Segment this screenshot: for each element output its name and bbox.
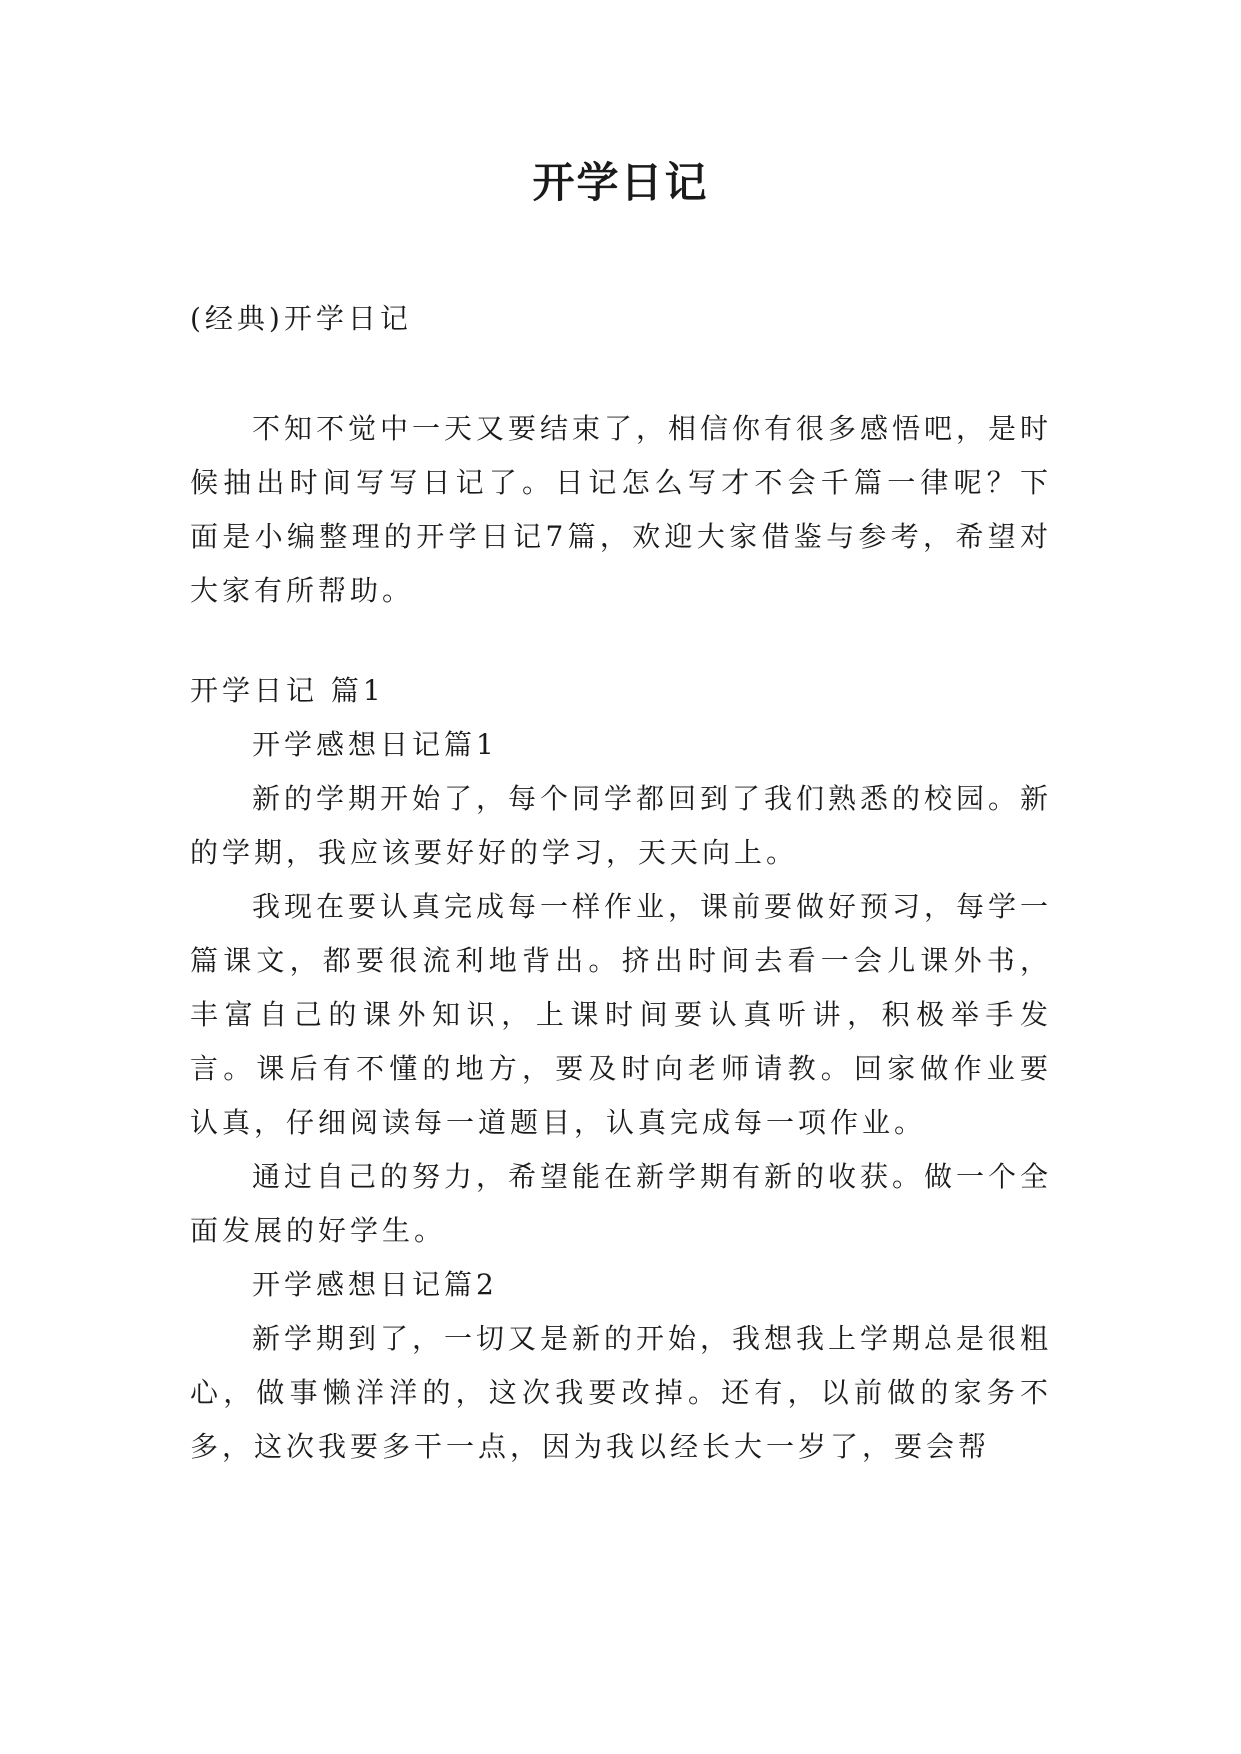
essay-paragraph: 新学期到了，一切又是新的开始，我想我上学期总是很粗心，做事懒洋洋的，这次我要改掉。还有，以前做的家务不多，这次我要多干一点，因为我以经长大一岁了，要会帮	[190, 1322, 1053, 1463]
essay-paragraph: 新的学期开始了，每个同学都回到了我们熟悉的校园。新的学期，我应该要好好的学习，天天向上。	[190, 782, 1053, 869]
essay-title: 开学感想日记篇2	[252, 1268, 498, 1301]
section-heading: 开学日记 篇1	[190, 674, 385, 707]
document-subtitle: (经典)开学日记	[190, 302, 412, 335]
document-body	[190, 292, 1052, 1474]
intro-paragraph: 不知不觉中一天又要结束了，相信你有很多感悟吧，是时候抽出时间写写日记了。日记怎么写才不会千篇一律呢？下面是小编整理的开学日记7篇，欢迎大家借鉴与参考，希望对大家有所帮助。	[190, 412, 1053, 607]
essay-paragraph: 通过自己的努力，希望能在新学期有新的收获。做一个全面发展的好学生。	[190, 1160, 1053, 1247]
essay-paragraph: 我现在要认真完成每一样作业，课前要做好预习，每学一篇课文，都要很流利地背出。挤出时间去看一会儿课外书，丰富自己的课外知识，上课时间要认真听讲，积极举手发言。课后有不懂的地方，要及时向老师请教。回家做作业要认真，仔细阅读每一道题目，认真完成每一项作业。	[190, 890, 1053, 1139]
essay-title: 开学感想日记篇1	[252, 728, 498, 761]
document-title: 开学日记	[532, 158, 709, 207]
